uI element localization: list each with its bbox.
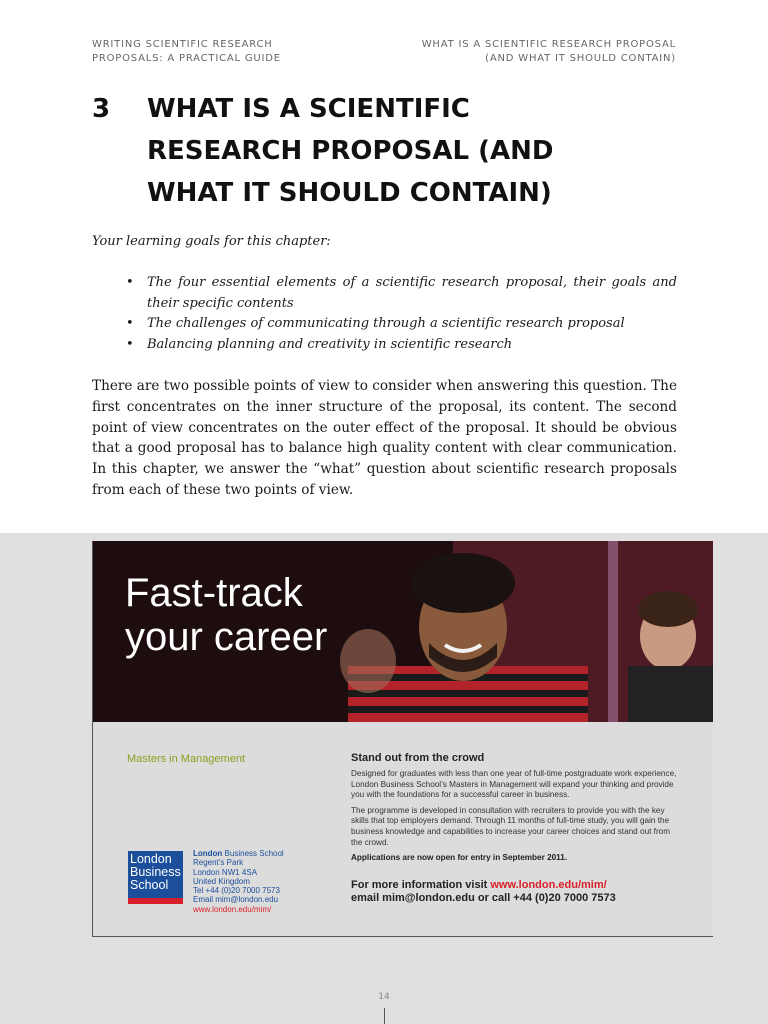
page-number: 14: [378, 992, 390, 1002]
ad-headline: Fast-track your career: [125, 571, 328, 659]
address-url-link[interactable]: www.london.edu/mim/: [193, 904, 272, 914]
ad-description: [351, 752, 681, 869]
learning-goals-list: [120, 273, 677, 355]
page-divider: [384, 1008, 385, 1024]
advertisement[interactable]: [92, 541, 713, 937]
running-header: [92, 38, 676, 68]
ad-photo: [93, 541, 713, 722]
chapter-number: 3: [92, 94, 111, 124]
chapter-title: WHAT IS A SCIENTIFIC RESEARCH PROPOSAL (AND WHAT IT SHOULD CONTAIN): [147, 94, 554, 208]
learning-goals-intro: Your learning goals for this chapter:: [92, 234, 331, 249]
list-item: • The challenges of communicating through a scientific research proposal: [120, 314, 677, 335]
ad-paragraph: Designed for graduates with less than one year of full-time postgraduate work experience, London Business School’s Masters in Management will expand your thinking and provide you with the foundations for a successful career in business.: [351, 769, 677, 800]
body-paragraph: There are two possible points of view to consider when answering this question. The first concentrates on the inner structure of the proposal, its content. The second point of view concentrates on the outer effect of the proposal. It should be obvious that a good proposal has to balance high quality content with clear communication. In this chapter, we answer the “what” question about scientific research proposals from each of these two points of view.: [92, 378, 677, 498]
ad-applications-notice: Applications are now open for entry in September 2011.: [351, 853, 568, 863]
ad-heading: Stand out from the crowd: [351, 752, 485, 764]
school-address: London Business School Regent’s Park London NW1 4SA United Kingdom Tel +44 (0)20 7000 7573 Email mim@london.edu www.london.edu/mim/: [193, 849, 284, 914]
bullet-icon: •: [126, 316, 134, 331]
ad-contact: For more information visit www.london.edu/mim/ email mim@london.edu or call +44 (0)20 7000 7573: [351, 879, 616, 904]
list-item: • Balancing planning and creativity in scientific research: [120, 335, 677, 356]
bullet-icon: •: [126, 336, 134, 352]
bullet-icon: •: [126, 275, 134, 290]
ad-url-link[interactable]: www.london.edu/mim/: [490, 879, 607, 891]
list-item: • The four essential elements of a scientific research proposal, their goals and their specific contents: [126, 275, 677, 311]
header-chapter-title: WHAT IS A SCIENTIFIC RESEARCH PROPOSAL (AND WHAT IT SHOULD CONTAIN): [421, 39, 676, 64]
ad-program-name: Masters in Management: [127, 753, 245, 765]
header-book-title: WRITING SCIENTIFIC RESEARCH PROPOSALS: A PRACTICAL GUIDE: [92, 39, 281, 64]
london-business-school-logo: London Business School: [128, 851, 183, 904]
ad-paragraph: The programme is developed in consultation with recruiters to provide you with the key skills that top employers demand. Through 11 months of full-time study, you will gain the business knowledge and capabilities to increase your career choices and stand out from the crowd.: [351, 805, 671, 847]
